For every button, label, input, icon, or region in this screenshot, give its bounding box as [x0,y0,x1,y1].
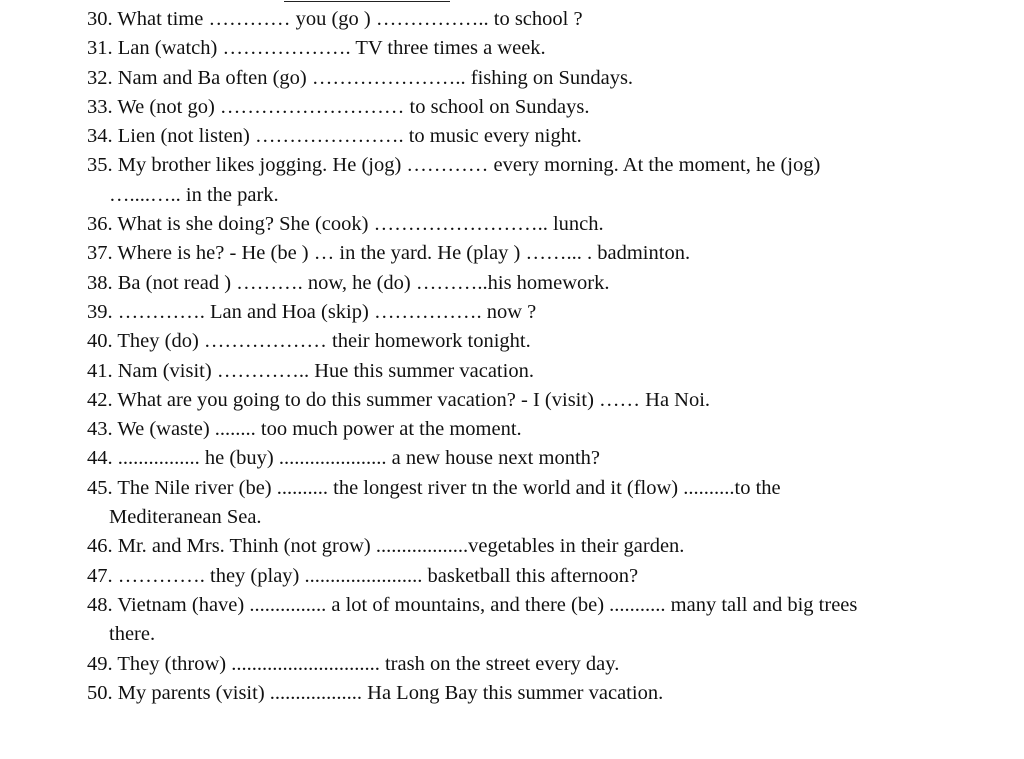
item-number: 35. [87,154,113,177]
item-continuation: there. [109,623,156,646]
exercise-list [87,5,967,708]
item-text: Nam (visit) ………….. Hue this summer vacation. [117,359,534,382]
item-number: 42. [87,388,113,411]
item-text: Vietnam (have) ............... a lot of mountains, and there (be) ........... many tall and big trees [117,593,858,616]
item-number: 34. [87,125,113,148]
item-number: 39. [87,300,113,323]
list-item [87,386,967,415]
item-text: Nam and Ba often (go) ………………….. fishing on Sundays. [117,66,634,89]
item-continuation: …....….. in the park. [109,183,279,206]
list-item [87,415,967,444]
list-item [87,562,967,591]
item-number: 31. [87,37,113,60]
list-item [87,327,967,356]
item-text: My parents (visit) .................. Ha Long Bay this summer vacation. [117,681,664,704]
list-item [87,532,967,561]
item-number: 41. [87,359,113,382]
item-text: ................ he (buy) ..................... a new house next month? [117,447,600,470]
item-text: What time ………… you (go ) …………….. to school ? [117,8,583,30]
item-number: 47. [87,564,113,587]
item-text: Lan (watch) ………………. TV three times a week. [117,37,546,60]
item-text: We (waste) ........ too much power at the moment. [117,418,522,441]
item-number: 36. [87,213,113,236]
list-item [87,357,967,386]
item-number: 45. [87,476,113,499]
cropped-previous-line-underline [284,1,450,2]
item-number: 46. [87,535,113,558]
list-item [87,679,967,708]
item-text: …………. they (play) ....................... basketball this afternoon? [117,564,639,587]
item-number: 32. [87,66,113,89]
list-item [87,151,967,210]
item-text: Lien (not listen) …………………. to music every night. [117,125,582,148]
item-text: They (do) ……………… their homework tonight. [117,330,531,353]
list-item [87,93,967,122]
list-item [87,474,967,533]
list-item [87,269,967,298]
list-item [87,122,967,151]
item-number: 40. [87,330,113,353]
item-number: 44. [87,447,113,470]
item-text: What is she doing? She (cook) …………………….. lunch. [117,213,604,236]
item-number: 49. [87,652,113,675]
list-item [87,239,967,268]
item-text: We (not go) ……………………… to school on Sundays. [117,95,590,118]
item-text: Ba (not read ) ………. now, he (do) ………..his homework. [117,271,610,294]
list-item [87,5,967,34]
list-item [87,298,967,327]
item-text: My brother likes jogging. He (jog) ………… every morning. At the moment, he (jog) [117,154,821,177]
list-item [87,444,967,473]
list-item [87,210,967,239]
item-number: 30. [87,8,113,30]
list-item [87,64,967,93]
item-number: 38. [87,271,113,294]
item-number: 37. [87,242,113,265]
item-number: 50. [87,681,113,704]
item-text: The Nile river (be) .......... the longest river tn the world and it (flow) ..........to the [117,476,781,499]
item-text: They (throw) ............................. trash on the street every day. [117,652,620,675]
list-item [87,650,967,679]
item-text: …………. Lan and Hoa (skip) ……………. now ? [117,300,537,323]
list-item [87,34,967,63]
item-number: 48. [87,593,113,616]
item-number: 33. [87,95,113,118]
item-continuation: Mediteranean Sea. [109,506,262,529]
item-text: What are you going to do this summer vacation? - I (visit) …… Ha Noi. [117,388,711,411]
item-text: Mr. and Mrs. Thinh (not grow) ..................vegetables in their garden. [117,535,685,558]
item-number: 43. [87,418,113,441]
list-item [87,591,967,650]
item-text: Where is he? - He (be ) … in the yard. He (play ) ……... . badminton. [117,242,691,265]
